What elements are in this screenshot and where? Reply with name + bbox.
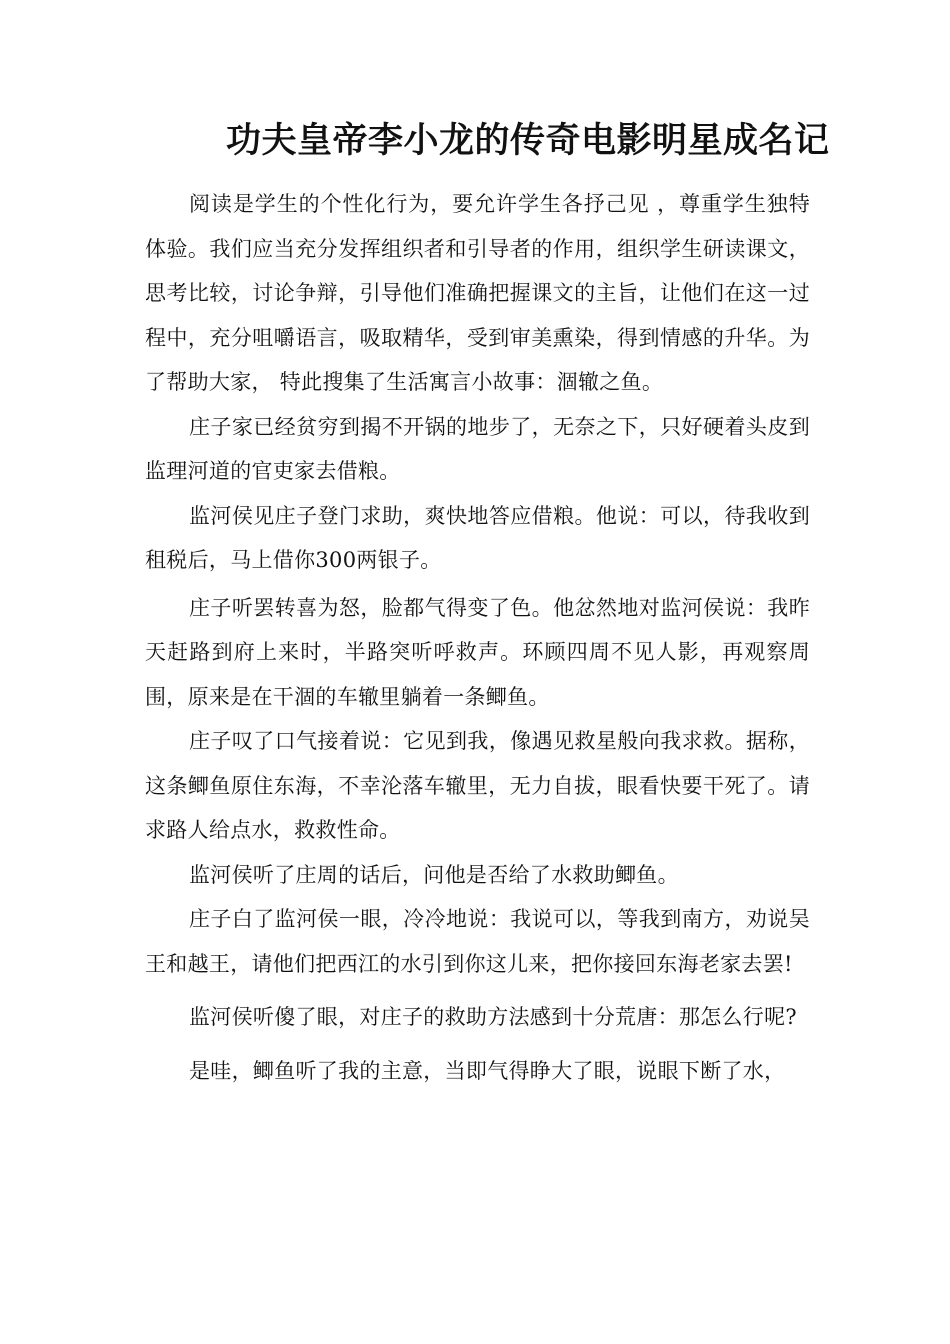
paragraph-7: 庄子白了监河侯一眼，冷冷地说：我说可以，等我到南方，劝说吴王和越王，请他们把西江的水引到你这儿来，把你接回东海老家去罢! [145, 907, 810, 976]
paragraph-5: 庄子叹了口气接着说：它见到我，像遇见救星般向我求救。据称，这条鲫鱼原住东海，不幸沦落车辙里，无力自拔，眼看快要干死了。请求路人给点水，救救性命。 [145, 729, 810, 842]
paragraph-8: 监河侯听傻了眼，对庄子的救助方法感到十分荒唐：那怎么行呢? [189, 1005, 797, 1029]
document-title: 功夫皇帝李小龙的传奇电影明星成名记 [226, 120, 830, 161]
paragraph-3: 监河侯见庄子登门求助，爽快地答应借粮。他说：可以，待我收到租税后，马上借你300两银子。 [145, 503, 810, 572]
document-body [145, 182, 810, 1093]
paragraph-6: 监河侯听了庄周的话后，问他是否给了水救助鲫鱼。 [189, 862, 679, 887]
paragraph-intro: 阅读是学生的个性化行为，要允许学生各抒己见 ，尊重学生独特体验。我们应当充分发挥组织者和引导者的作用，组织学生研读课文，思考比较，讨论争辩，引导他们准确把握课文的主旨，让他们在这一过程中，充分咀嚼语言，吸取精华，受到审美熏染，得到情感的升华。为了帮助大家， 特此搜集了生活寓言小故事：涸辙之鱼。 [145, 192, 810, 394]
paragraph-9: 是哇，鲫鱼听了我的主意，当即气得睁大了眼，说眼下断了水， [189, 1058, 786, 1083]
paragraph-4: 庄子听罢转喜为怒，脸都气得变了色。他忿然地对监河侯说：我昨天赶路到府上来时，半路突听呼救声。环顾四周不见人影，再观察周围，原来是在干涸的车辙里躺着一条鲫鱼。 [145, 595, 810, 709]
paragraph-2: 庄子家已经贫穷到揭不开锅的地步了，无奈之下，只好硬着头皮到监理河道的官吏家去借粮。 [145, 414, 810, 483]
